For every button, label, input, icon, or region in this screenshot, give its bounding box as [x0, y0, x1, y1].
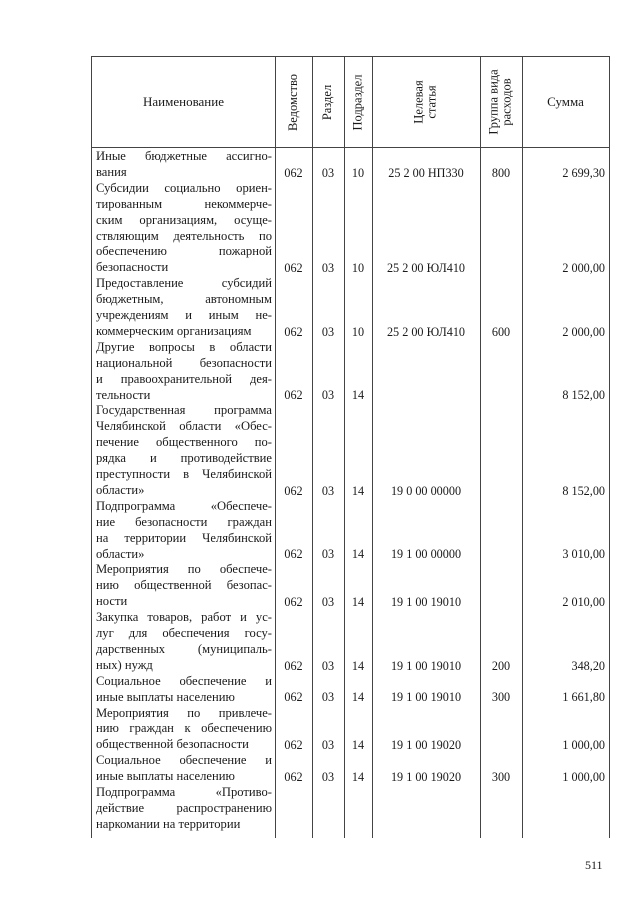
table-row [92, 276, 609, 340]
name-line: Предоставление субсидий [96, 276, 272, 291]
header-summa: Сумма [547, 94, 584, 109]
name-line: общественной безопасности [96, 737, 249, 752]
cell-razdel: 03 [321, 324, 335, 339]
name-line: Социальное обеспечение и [96, 673, 272, 688]
cell-gruppa: 800 [491, 165, 511, 180]
cell-gruppa: 600 [491, 324, 511, 339]
cell-summa: 1 661,80 [562, 690, 605, 705]
name-line: Мероприятия по привлече- [96, 705, 272, 720]
table-row [92, 149, 609, 181]
header-razdel-label: Раздел [320, 84, 335, 120]
name-line: Закупка товаров, работ и ус- [96, 610, 272, 625]
cell-name [96, 562, 272, 610]
header-podrazdel [344, 57, 372, 147]
table-row [92, 785, 609, 833]
cell-name [96, 706, 272, 754]
name-line: и правоохранительной дея- [96, 371, 272, 386]
cell-name [96, 753, 272, 785]
cell-name [96, 499, 272, 563]
cell-celevaya: 19 1 00 19010 [390, 595, 462, 610]
name-line: области» [96, 546, 145, 561]
cell-podrazdel: 14 [351, 738, 365, 753]
cell-podrazdel: 10 [351, 165, 365, 180]
cell-summa: 348,20 [571, 658, 605, 673]
header-gruppa [480, 57, 522, 147]
name-line: бюджетным, автономным [96, 292, 272, 307]
name-line: безопасности [96, 260, 169, 275]
header-vedomstvo [275, 57, 312, 147]
name-line: тированным некоммерче- [96, 196, 272, 211]
name-line: Субсидии социально ориен- [96, 180, 272, 195]
header-gruppa-line2: расходов [500, 78, 515, 126]
name-line: Подпрограмма «Обеспече- [96, 498, 272, 513]
name-line: Иные бюджетные ассигно- [96, 149, 272, 163]
name-line: печение общественного по- [96, 435, 272, 450]
header-divider [92, 147, 609, 148]
table-row [92, 499, 609, 563]
cell-vedomstvo: 062 [284, 658, 303, 673]
cell-summa: 1 000,00 [562, 738, 605, 753]
cell-razdel: 03 [321, 690, 335, 705]
name-line: нию общественной безопас- [96, 578, 272, 593]
cell-razdel: 03 [321, 388, 335, 403]
name-line: Челябинской области «Обес- [96, 419, 272, 434]
cell-summa: 8 152,00 [562, 388, 605, 403]
name-line: луг для обеспечения госу- [96, 626, 272, 640]
cell-celevaya: 25 2 00 ЮЛ410 [386, 261, 466, 276]
header-celevaya-line2: статья [425, 85, 439, 119]
header-celevaya-line1: Целевая [412, 80, 426, 124]
cell-podrazdel: 10 [351, 324, 365, 339]
cell-name [96, 403, 272, 498]
name-line: ности [96, 594, 128, 609]
cell-name [96, 276, 272, 340]
cell-celevaya: 19 0 00 00000 [390, 483, 462, 498]
name-line: области» [96, 482, 145, 497]
name-line: вания [96, 164, 127, 179]
cell-summa: 2 000,00 [562, 324, 605, 339]
name-line: ствляющим деятельность по [96, 228, 272, 243]
cell-name [96, 181, 272, 276]
cell-celevaya: 19 1 00 00000 [390, 547, 462, 562]
cell-razdel: 03 [321, 769, 335, 784]
cell-vedomstvo: 062 [284, 738, 303, 753]
cell-vedomstvo: 062 [284, 769, 303, 784]
name-line: ных) нужд [96, 657, 153, 672]
header-razdel [312, 57, 344, 147]
cell-name [96, 340, 272, 404]
cell-name [96, 149, 272, 181]
name-line: рядка и противодействие [96, 451, 272, 466]
cell-podrazdel: 10 [351, 261, 365, 276]
cell-vedomstvo: 062 [284, 690, 303, 705]
table-row [92, 674, 609, 706]
cell-gruppa: 300 [491, 769, 511, 784]
table-row [92, 753, 609, 785]
cell-razdel: 03 [321, 547, 335, 562]
header-vedomstvo-label: Ведомство [286, 73, 300, 131]
cell-razdel: 03 [321, 483, 335, 498]
cell-summa: 2 000,00 [562, 261, 605, 276]
cell-celevaya: 19 1 00 19010 [390, 658, 462, 673]
name-line: учреждениям и иным не- [96, 308, 272, 322]
header-celevaya [372, 57, 480, 147]
cell-razdel: 03 [321, 261, 335, 276]
cell-razdel: 03 [321, 738, 335, 753]
name-line: коммерческим организациям [96, 323, 252, 338]
cell-podrazdel: 14 [351, 483, 365, 498]
name-line: действие распространению [96, 800, 272, 815]
name-line: нию граждан к обеспечению [96, 721, 272, 736]
cell-gruppa: 300 [491, 690, 511, 705]
cell-podrazdel: 14 [351, 547, 365, 562]
name-line: Государственная программа [96, 403, 272, 418]
table-row [92, 403, 609, 498]
name-line: обеспечению пожарной [96, 244, 272, 259]
cell-vedomstvo: 062 [284, 547, 303, 562]
budget-table [91, 56, 610, 838]
table-row [92, 181, 609, 276]
header-podrazdel-label: Подраздел [350, 74, 365, 130]
header-celevaya-label [413, 80, 439, 123]
name-line: Социальное обеспечение и [96, 753, 272, 768]
name-line: Другие вопросы в области [96, 339, 272, 354]
cell-name [96, 610, 272, 674]
cell-vedomstvo: 062 [284, 261, 303, 276]
table-row [92, 340, 609, 404]
name-line: Мероприятия по обеспече- [96, 562, 272, 577]
cell-summa: 8 152,00 [562, 483, 605, 498]
name-line: иные выплаты населению [96, 769, 235, 784]
cell-celevaya: 19 1 00 19020 [390, 738, 462, 753]
cell-celevaya: 25 2 00 ЮЛ410 [386, 324, 466, 339]
name-line: Подпрограмма «Противо- [96, 785, 272, 799]
cell-vedomstvo: 062 [284, 483, 303, 498]
name-line: дарственных (муниципаль- [96, 641, 272, 656]
table-row [92, 562, 609, 610]
name-line: ние безопасности граждан [96, 514, 272, 529]
cell-name [96, 785, 272, 833]
cell-razdel: 03 [321, 595, 335, 610]
header-gruppa-label [488, 69, 514, 134]
cell-podrazdel: 14 [351, 769, 365, 784]
cell-vedomstvo: 062 [284, 388, 303, 403]
name-line: иные выплаты населению [96, 689, 235, 704]
cell-name [96, 674, 272, 706]
name-line: ским организациям, осуще- [96, 212, 272, 227]
name-line: на территории Челябинской [96, 530, 272, 545]
cell-celevaya: 25 2 00 НП330 [388, 165, 464, 180]
name-line: национальной безопасности [96, 355, 272, 370]
name-line: преступности в Челябинской [96, 467, 272, 482]
cell-summa: 1 000,00 [562, 769, 605, 784]
cell-razdel: 03 [321, 165, 335, 180]
table-row [92, 610, 609, 674]
cell-summa: 3 010,00 [562, 547, 605, 562]
header-name: Наименование [143, 94, 224, 109]
name-line: тельности [96, 387, 151, 402]
cell-podrazdel: 14 [351, 658, 365, 673]
cell-gruppa: 200 [491, 658, 511, 673]
name-line: наркомании на территории [96, 816, 241, 831]
cell-celevaya: 19 1 00 19020 [390, 769, 462, 784]
header-gruppa-line1: Группа вида [487, 69, 502, 135]
cell-podrazdel: 14 [351, 690, 365, 705]
cell-vedomstvo: 062 [284, 165, 303, 180]
cell-summa: 2 010,00 [562, 595, 605, 610]
cell-vedomstvo: 062 [284, 324, 303, 339]
table-row [92, 706, 609, 754]
cell-razdel: 03 [321, 658, 335, 673]
cell-podrazdel: 14 [351, 595, 365, 610]
cell-podrazdel: 14 [351, 388, 365, 403]
cell-vedomstvo: 062 [284, 595, 303, 610]
page-number: 511 [585, 858, 603, 872]
cell-celevaya: 19 1 00 19010 [390, 690, 462, 705]
cell-summa: 2 699,30 [562, 165, 605, 180]
